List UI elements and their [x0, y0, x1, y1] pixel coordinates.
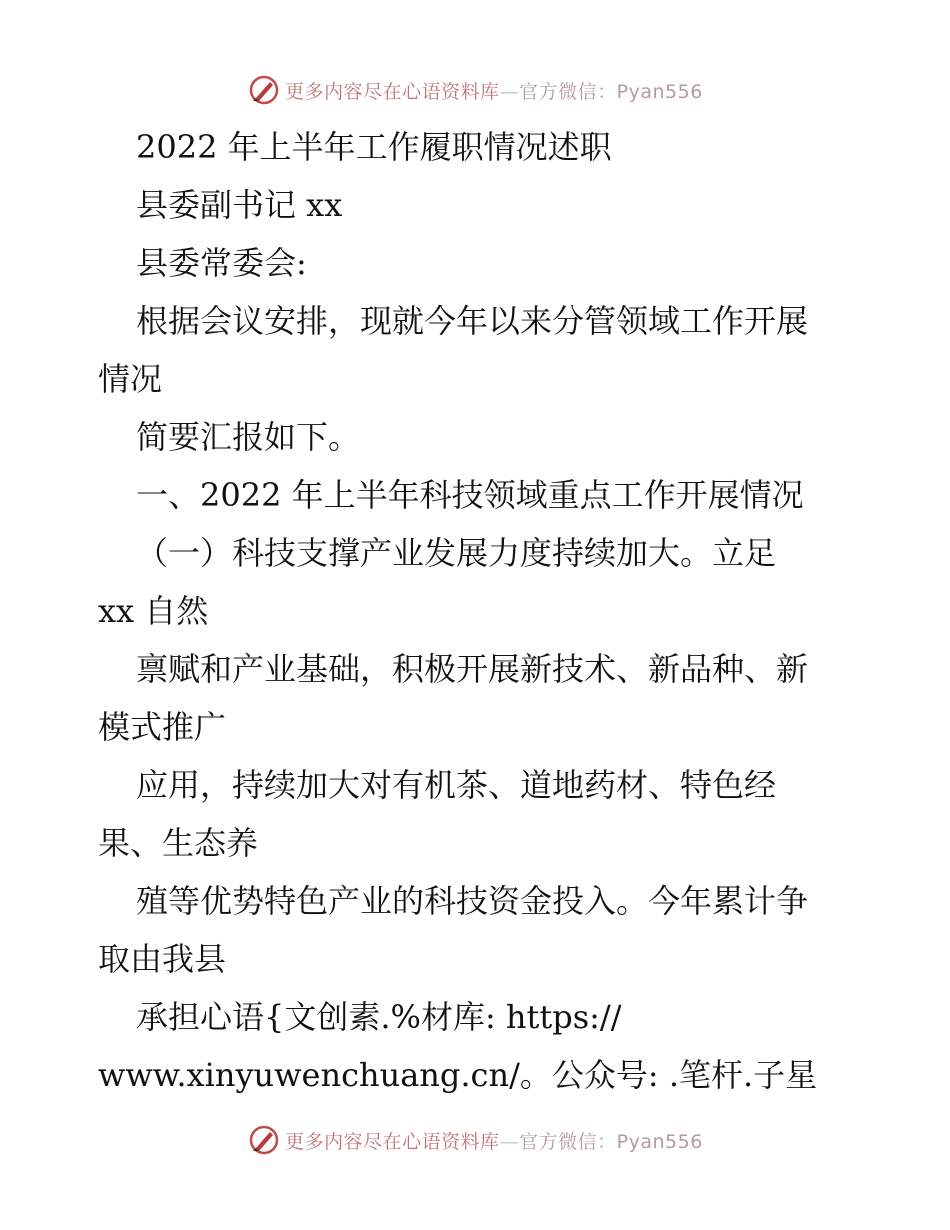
footer-watermark-banner — [0, 1120, 950, 1160]
document-line: （一）科技支撑产业发展力度持续加大。立足 — [136, 534, 777, 572]
brand-logo-icon — [247, 73, 281, 107]
document-line: 县委副书记 xx — [136, 186, 343, 224]
document-line: 禀赋和产业基础，积极开展新技术、新品种、新 — [136, 650, 809, 688]
document-line: 模式推广 — [98, 708, 227, 746]
brand-logo-icon — [247, 1123, 281, 1157]
document-line: 根据会议安排，现就今年以来分管领域工作开展 — [136, 302, 809, 340]
document-line: 简要汇报如下。 — [136, 418, 361, 456]
document-line: 取由我县 — [98, 940, 227, 978]
document-body — [98, 118, 868, 1104]
banner-contact: 官方微信：Pyan556 — [519, 80, 703, 103]
document-line: xx 自然 — [98, 592, 209, 630]
banner-dash: — — [499, 1130, 520, 1153]
document-line: 果、生态养 — [98, 824, 259, 862]
document-line: 一、2022 年上半年科技领域重点工作开展情况 — [136, 476, 804, 514]
document-line: 情况 — [98, 360, 163, 398]
document-line: 应用，持续加大对有机茶、道地药材、特色经 — [136, 766, 777, 804]
header-watermark-banner — [0, 70, 950, 110]
document-line: 殖等优势特色产业的科技资金投入。今年累计争 — [136, 882, 809, 920]
document-line: 承担心语{文创素.%材库: https:// — [136, 998, 622, 1036]
banner-dash: — — [499, 80, 520, 103]
banner-prefix: 更多内容尽在心语资料库 — [285, 1130, 500, 1153]
banner-prefix: 更多内容尽在心语资料库 — [285, 80, 500, 103]
document-line: www.xinyuwenchuang.cn/。公众号: .笔杆.子星 — [98, 1056, 818, 1094]
banner-contact: 官方微信：Pyan556 — [519, 1130, 703, 1153]
document-line: 县委常委会: — [136, 244, 307, 282]
document-line: 2022 年上半年工作履职情况述职 — [136, 128, 612, 166]
